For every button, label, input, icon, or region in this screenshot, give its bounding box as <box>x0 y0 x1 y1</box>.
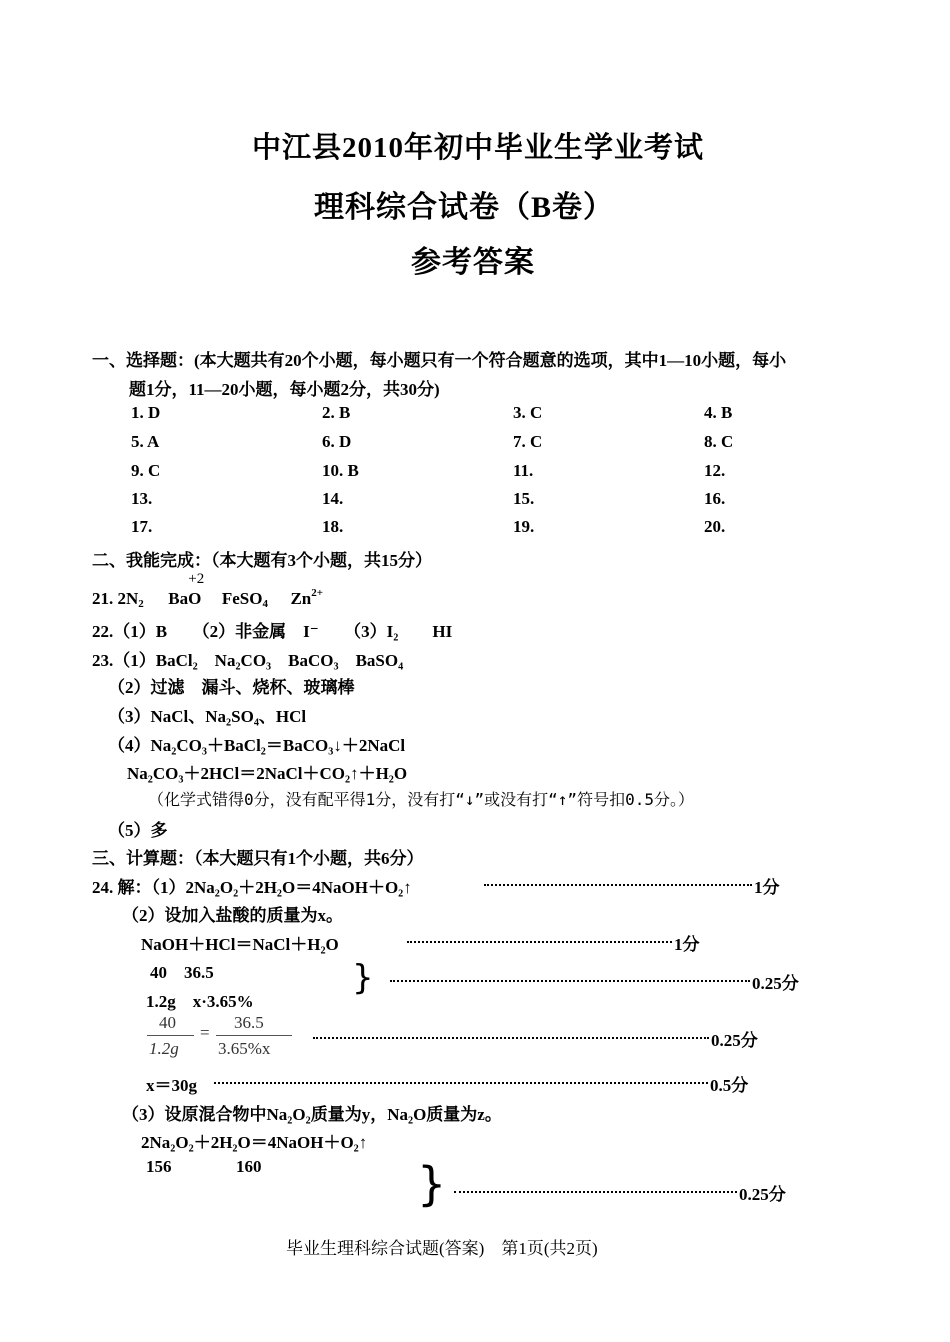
score-label: 0.25分 <box>739 1185 786 1204</box>
section1-heading: 一、选择题：(本大题共有20个小题，每小题只有一个符合题意的选项，其中1—10小题，每小 <box>92 351 787 370</box>
choice-answer: 18. <box>322 517 344 536</box>
ratio3-value-b: 160 <box>236 1157 262 1176</box>
q23-scoring-note: （化学式错得0分，没有配平得1分，没有打“↓”或没有打“↑”符号扣0.5分。） <box>148 790 694 809</box>
choice-answer: 19. <box>513 517 535 536</box>
fraction-left-numerator: 40 <box>159 1013 176 1032</box>
score-label: 0.25分 <box>711 1031 758 1050</box>
q21-valence: +2 <box>188 571 205 587</box>
choice-answer: 14. <box>322 489 344 508</box>
leader-dots <box>407 941 672 943</box>
q21-answer <box>92 571 324 610</box>
fraction-right-denominator: 3.65%x <box>218 1039 271 1058</box>
leader-dots <box>214 1082 708 1084</box>
q23-part3: （3）NaCl、Na₂SO₄、HCl <box>108 707 307 726</box>
choice-answer: 5. A <box>131 432 160 451</box>
choice-answer: 3. C <box>513 403 543 422</box>
q23-part4-eq2: Na₂CO₃＋2HCl＝2NaCl＋CO₂↑＋H₂O <box>127 764 408 783</box>
q24-eq-na2o2-h2o: 2Na₂O₂＋2H₂O＝4NaOH＋O₂↑ <box>141 1133 368 1152</box>
ratio3-value-a: 156 <box>146 1157 172 1176</box>
choice-answer: 7. C <box>513 432 543 451</box>
q23-part1: 23.（1）BaCl₂ Na₂CO₃ BaCO₃ BaSO₄ <box>92 651 404 670</box>
ratio-row1: 40 36.5 <box>150 963 214 982</box>
leader-dots <box>454 1191 737 1193</box>
q21-n2: 21. $2N_2$ <box>92 589 144 610</box>
score-label: 0.5分 <box>710 1076 749 1095</box>
fraction-bar <box>216 1035 292 1036</box>
choice-answer: 17. <box>131 517 153 536</box>
score-label: 1分 <box>674 935 700 954</box>
choice-answer: 2. B <box>322 403 351 422</box>
exam-title-line1: 中江县2010年初中毕业生学业考试 <box>252 132 705 164</box>
right-brace: } <box>417 1157 447 1211</box>
choice-answer: 4. B <box>704 403 733 422</box>
score-label: 0.25分 <box>752 974 799 993</box>
fraction-right-numerator: 36.5 <box>234 1013 264 1032</box>
choice-answer: 9. C <box>131 461 161 480</box>
choice-answer: 13. <box>131 489 153 508</box>
exam-title-line2: 理科综合试卷（B卷） <box>314 191 615 224</box>
q23-part2: （2）过滤 漏斗、烧杯、玻璃棒 <box>108 678 355 697</box>
choice-answer: 11. <box>513 461 534 480</box>
leader-dots <box>313 1037 709 1039</box>
x-result: x＝30g <box>146 1076 197 1095</box>
right-brace: } <box>352 958 374 998</box>
choice-answer: 10. B <box>322 461 359 480</box>
section1-heading-cont: 题1分，11—20小题，每小题2分，共30分) <box>129 380 440 399</box>
choice-answer: 6. D <box>322 432 352 451</box>
q24-part3: （3）设原混合物中Na₂O₂质量为y，Na₂O质量为z。 <box>122 1105 502 1124</box>
fraction-bar <box>147 1035 194 1036</box>
q24-part2: （2）设加入盐酸的质量为x。 <box>122 906 343 925</box>
q24-eq-naoh-hcl: NaOH＋HCl＝NaCl＋H₂O <box>141 935 339 954</box>
choice-answer: 12. <box>704 461 726 480</box>
exam-title-line3: 参考答案 <box>411 246 535 279</box>
leader-dots <box>484 884 752 886</box>
choice-answer: 8. C <box>704 432 734 451</box>
section3-heading: 三、计算题：（本大题只有1个小题，共6分） <box>92 849 424 868</box>
choice-answer: 15. <box>513 489 535 508</box>
choice-answer: 20. <box>704 517 726 536</box>
choice-answer: 1. D <box>131 403 161 422</box>
q21-bao: +2 BaO <box>168 571 205 608</box>
q23-part5: （5）多 <box>108 821 168 840</box>
q24-part1: 24. 解：（1）2Na₂O₂＋2H₂O＝4NaOH＋O₂↑ <box>92 878 412 897</box>
choice-answer: 16. <box>704 489 726 508</box>
ratio-row2: 1.2g x·3.65% <box>146 992 254 1011</box>
q21-zn-ion: $Zn^{2+}$ <box>290 587 324 608</box>
page-footer: 毕业生理科综合试题(答案) 第1页(共2页) <box>286 1239 598 1258</box>
leader-dots <box>390 980 750 982</box>
section2-heading: 二、我能完成：（本大题有3个小题，共15分） <box>92 551 432 570</box>
fraction-equals: = <box>200 1023 210 1042</box>
q22-answer: 22.（1）B （2）非金属 I⁻ （3）I₂ HI <box>92 622 453 641</box>
fraction-left-denominator: 1.2g <box>149 1039 179 1058</box>
q21-feso4: FeSO$_4$ <box>221 589 268 610</box>
q23-part4-eq1: （4）Na₂CO₃＋BaCl₂＝BaCO₃↓＋2NaCl <box>108 736 406 755</box>
score-label: 1分 <box>754 878 780 897</box>
